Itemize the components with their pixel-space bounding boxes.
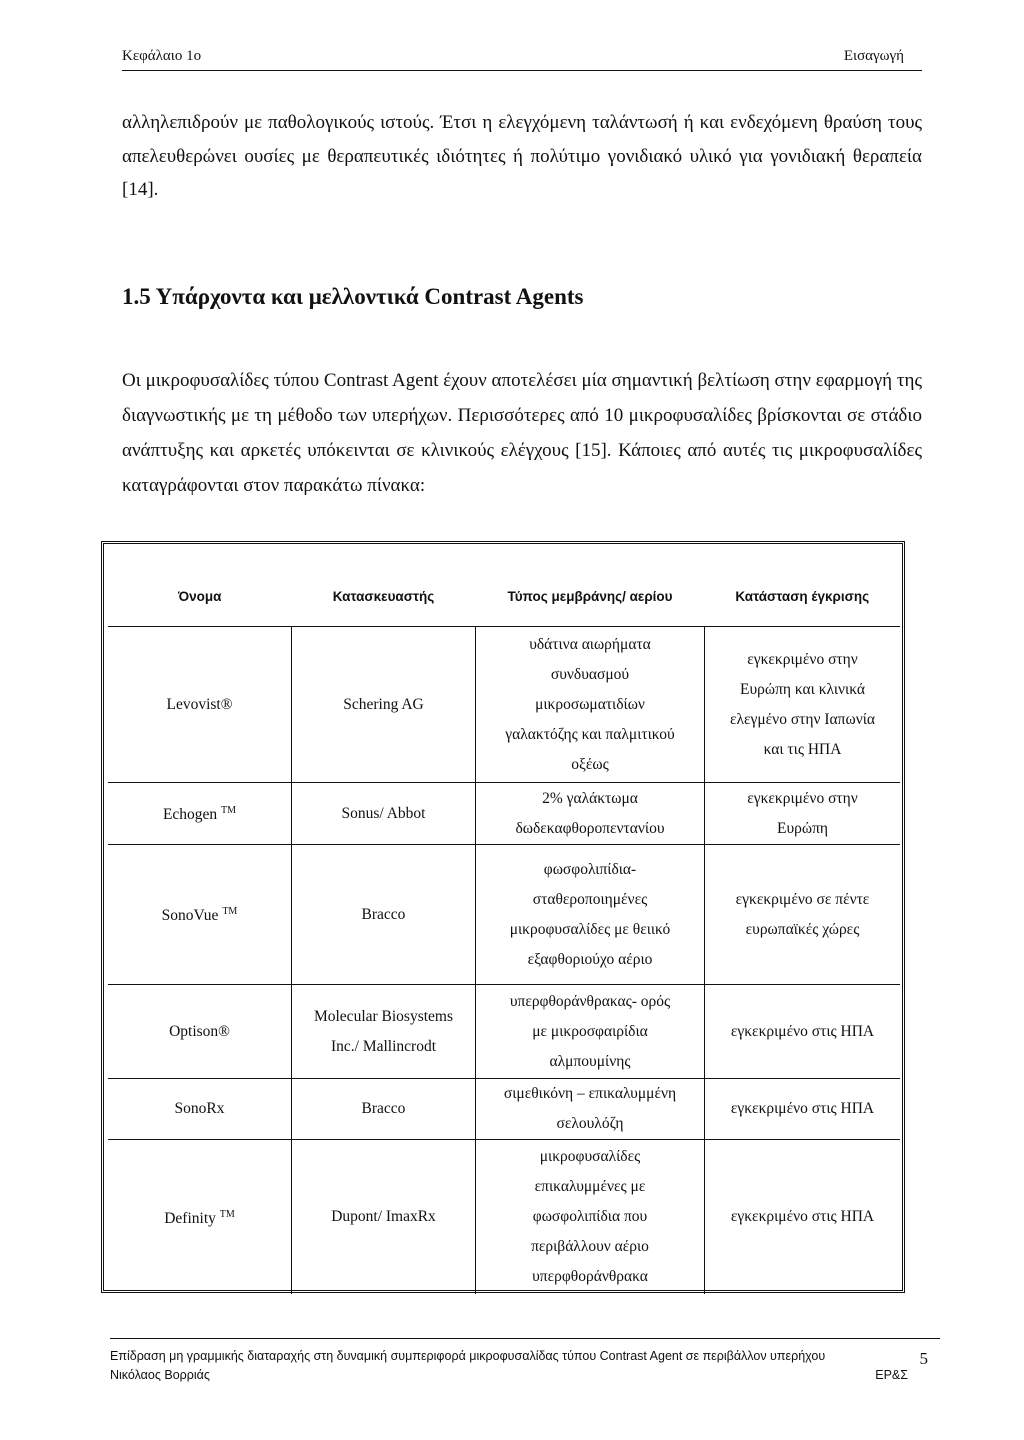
cell-name [108, 1140, 292, 1294]
cell-manufacturer [292, 985, 476, 1079]
trademark-mark: TM [222, 906, 238, 918]
cell-status-line: εγκεκριμένο στις ΗΠΑ [730, 1100, 875, 1117]
cell-manufacturer-line: Sonus/ Abbot [341, 804, 426, 822]
cell-status-line: εγκεκριμένο στις ΗΠΑ [730, 1022, 875, 1040]
section-label: Εισαγωγή [843, 48, 904, 64]
cell-type-line: οξέως [571, 755, 609, 773]
agent-name: Levovist® [166, 695, 233, 713]
footer-title: Επίδραση μη γραμμικής διαταραχής στη δυναμική συμπεριφορά μικροφυσαλίδας τύπου Contrast Agent σε περιβάλλον υπερήχου [110, 1349, 826, 1363]
agent-name: SonoVue [161, 907, 219, 925]
cell-name [108, 845, 292, 985]
footer-author: Νικόλαος Βορριάς [110, 1368, 210, 1382]
cell-status [705, 1140, 901, 1294]
agent-name: Echogen [162, 806, 218, 824]
agent-name: SonoRx [174, 1100, 225, 1117]
cell-type-line: υπερφθοράνθρακας- ορός [509, 992, 671, 1010]
cell-type-line: μικροσωματιδίων [535, 695, 645, 713]
cell-type-line: εξαφθοριούχο αέριο [527, 950, 653, 968]
cell-status-line: ελεγμένο στην Ιαπωνία [729, 710, 876, 728]
cell-manufacturer [292, 627, 476, 783]
cell-manufacturer [292, 1079, 476, 1140]
cell-manufacturer [292, 783, 476, 845]
page-number: 5 [919, 1349, 928, 1368]
running-header [122, 44, 922, 71]
cell-status-line: εγκεκριμένο σε πέντε [735, 890, 870, 908]
cell-type-line: συνδυασμού [550, 665, 630, 683]
cell-status [705, 985, 901, 1079]
cell-status-line: Ευρώπη [776, 819, 828, 837]
table-row [108, 985, 900, 1079]
cell-type-line: σελουλόζη [556, 1115, 624, 1132]
cell-name [108, 1079, 292, 1140]
cell-type-line: με μικροσφαιρίδια [532, 1022, 648, 1040]
cell-name [108, 985, 292, 1079]
agent-name: Optison® [169, 1022, 230, 1040]
cell-status [705, 627, 901, 783]
col-header-type: Τύπος μεμβράνης/ αερίου [476, 566, 705, 627]
cell-type [476, 1140, 705, 1294]
cell-type [476, 1079, 705, 1140]
cell-status-line: ευρωπαϊκές χώρες [745, 920, 860, 938]
table-row [108, 1140, 900, 1294]
cell-type [476, 845, 705, 985]
cell-status-line: και τις ΗΠΑ [763, 740, 842, 758]
table-row [108, 845, 900, 985]
intro-paragraph: αλληλεπιδρούν με παθολογικούς ιστούς. Έτσι η ελεγχόμενη ταλάντωσή ή και ενδεχόμενη θραύση τους απελευθερώνει ουσίες με θεραπευτικές ιδιότητες ή πολύτιμο γονιδιακό υλικό για γονιδιακή θεραπεία [14]. [122, 112, 922, 200]
page-footer [110, 1338, 940, 1383]
section-heading: 1.5 Υπάρχοντα και μελλοντικά Contrast Agents [122, 284, 584, 309]
cell-status-line: εγκεκριμένο στην [747, 650, 858, 668]
col-header-name: Όνομα [108, 566, 292, 627]
cell-status-line: Ευρώπη και κλινικά [739, 680, 865, 698]
cell-manufacturer-line: Schering AG [343, 695, 424, 713]
cell-manufacturer-line: Dupont/ ImaxRx [331, 1207, 436, 1225]
cell-status-line: εγκεκριμένο στην [747, 789, 858, 807]
cell-type-line: σταθεροποιημένες [532, 890, 648, 908]
table-header-row [108, 566, 900, 627]
cell-type-line: μικροφυσαλίδες με θειικό [509, 920, 671, 938]
cell-manufacturer-line: Bracco [361, 905, 406, 923]
cell-manufacturer [292, 845, 476, 985]
cell-type [476, 783, 705, 845]
cell-type-line: υδάτινα αιωρήματα [529, 635, 651, 653]
trademark-mark: TM [221, 805, 237, 817]
cell-manufacturer-line: Bracco [361, 1100, 406, 1117]
cell-type-line: σιμεθικόνη – επικαλυμμένη [503, 1085, 677, 1102]
col-header-manufacturer: Κατασκευαστής [292, 566, 476, 627]
cell-name [108, 783, 292, 845]
cell-manufacturer-line: Inc./ Mallincrodt [330, 1037, 437, 1055]
cell-type-line: γαλακτόζης και παλμιτικού [505, 725, 675, 743]
cell-type-line: επικαλυμμένες με [534, 1177, 646, 1195]
table-row [108, 1079, 900, 1140]
cell-type [476, 985, 705, 1079]
cell-type-line: αλμπουμίνης [549, 1052, 631, 1070]
cell-type-line: μικροφυσαλίδες [539, 1147, 641, 1165]
cell-type-line: δωδεκαφθοροπεντανίου [515, 819, 665, 837]
agent-name: Definity [164, 1209, 216, 1227]
col-header-status: Κατάσταση έγκρισης [705, 566, 901, 627]
cell-manufacturer [292, 1140, 476, 1294]
body-paragraph: Οι μικροφυσαλίδες τύπου Contrast Agent έχουν αποτελέσει μία σημαντική βελτίωση στην εφαρμογή της διαγνωστικής με τη μέθοδο των υπερήχων. Περισσότερες από 10 μικροφυσαλίδες βρίσκονται σε στάδιο ανάπτυξης και αρκετές υπόκεινται σε κλινικούς ελέγχους [15]. Κάποιες από αυτές τις μικροφυσαλίδες καταγράφονται στον παρακάτω πίνακα: [122, 370, 922, 496]
footer-code: ΕΡ&Σ [875, 1368, 908, 1382]
cell-status [705, 1079, 901, 1140]
table-row [108, 783, 900, 845]
cell-name [108, 627, 292, 783]
cell-status-line: εγκεκριμένο στις ΗΠΑ [730, 1207, 875, 1225]
chapter-label: Κεφάλαιο 1ο [122, 48, 202, 64]
cell-status [705, 783, 901, 845]
cell-type-line: υπερφθοράνθρακα [532, 1267, 648, 1285]
cell-manufacturer-line: Molecular Biosystems [313, 1007, 454, 1025]
cell-type-line: φωσφολιπίδια που [532, 1207, 648, 1225]
contrast-agents-table [101, 541, 905, 1293]
cell-type-line: περιβάλλουν αέριο [531, 1237, 649, 1255]
cell-type-line: φωσφολιπίδια- [543, 860, 637, 878]
cell-type-line: 2% γαλάκτωμα [542, 789, 638, 807]
table-row [108, 627, 900, 783]
trademark-mark: TM [219, 1208, 235, 1220]
cell-status [705, 845, 901, 985]
cell-type [476, 627, 705, 783]
